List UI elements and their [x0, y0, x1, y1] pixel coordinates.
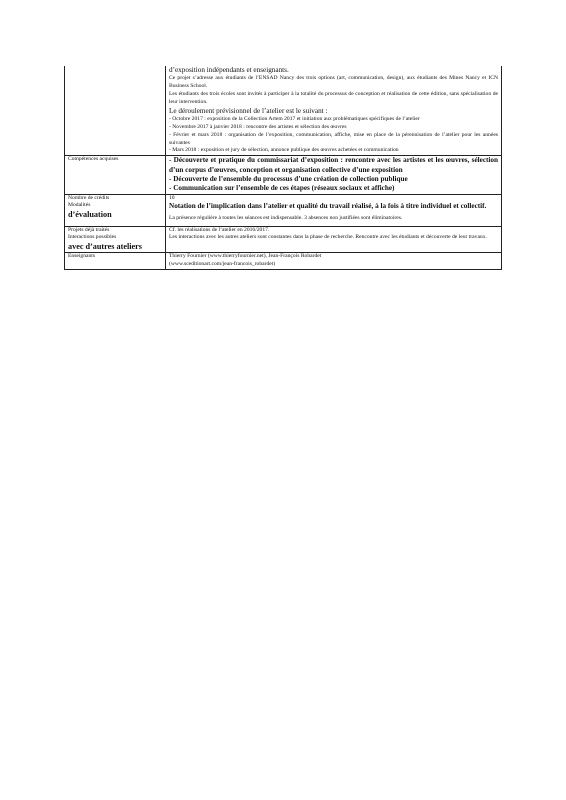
schedule-item: - Octobre 2017 : exposition de la Collection Artem 2017 et initiation aux problématiques spécifiques de l’atelier — [169, 116, 420, 123]
modalites-label-line: d’évaluation — [68, 209, 112, 219]
schedule-item: - Novembre 2017 à janvier 2018 : rencontre des artistes et sélection des œuvres — [169, 123, 347, 130]
interactions-value: Les interactions avec les autres ateliers sont constantes dans la phase de recherche. Rencontre avec les étudiants et découverte de leur travaux. — [166, 234, 502, 252]
modalites-cell — [166, 202, 502, 226]
credits-label: Nombre de crédits — [65, 194, 166, 202]
modalites-label-line: Modalités — [68, 202, 91, 209]
interactions-label-line: Interactions possibles — [68, 234, 117, 241]
enseignants-cell — [166, 253, 502, 270]
modalites-line: Notation de l’implication dans l’atelier et qualité du travail réalisé, à la fois à titre individuel et collectif. — [169, 202, 487, 211]
competence-item: - Communication sur l’ensemble de ces étapes (réseaux sociaux et affiche) — [169, 184, 395, 193]
modalites-label — [65, 202, 166, 226]
projets-label: Projets déjà traités — [65, 226, 166, 234]
competence-item: - Découverte et pratique du commissariat d’exposition : rencontre avec les artistes et les œuvres, sélection d’un corpus d’œuvres, conception et organisation collective d’une exposition — [169, 156, 498, 174]
description-cell — [166, 66, 502, 156]
course-table — [64, 66, 502, 270]
interactions-label — [65, 234, 166, 252]
row-projets — [65, 226, 502, 234]
row-competences — [65, 156, 502, 194]
competences-label: Compétences acquises — [65, 156, 166, 194]
row-modalites — [65, 202, 502, 226]
course-sheet — [64, 66, 502, 270]
competences-cell — [166, 156, 502, 194]
row-interactions — [65, 234, 502, 252]
row-enseignants — [65, 253, 502, 270]
interactions-label-line: avec d’autres ateliers — [68, 242, 142, 251]
schedule-item: - Mars 2018 : exposition et jury de sélection, annonce publique des œuvres achetées et communication — [169, 147, 399, 154]
credits-value: 10 — [166, 194, 502, 202]
enseignants-line: (www.sceditionart.com/jean-francois_robardet) — [169, 261, 276, 268]
description-line: Les étudiants des trois écoles sont invités à participer à la totalité du processus de conception et réalisation de cette édition, sans spécialisation de leur intervention. — [169, 91, 498, 105]
row-description-continued — [65, 66, 502, 156]
description-line: d’exposition indépendants et enseignants. — [169, 66, 289, 74]
schedule-item: - Février et mars 2018 : organisation de l’exposition, communication, affiche, mise en place de la pérennisation de l’atelier pour les années suivantes — [169, 131, 498, 146]
empty-label-cell — [65, 66, 166, 156]
competence-item: - Découverte de l’ensemble du processus d’une création de collection publique — [169, 174, 408, 183]
projets-value: Cf. les réalisations de l’atelier en 2016/2017. — [166, 226, 502, 234]
row-credits — [65, 194, 502, 202]
enseignants-label: Enseignants — [65, 253, 166, 270]
enseignants-line: Thierry Fournier (www.thierryfournier.net), Jean-François Robardet — [169, 253, 322, 260]
description-line: Ce projet s’adresse aux étudiants de l’ENSAD Nancy des trois options (art, communication, design), aux étudiants des Mines Nancy et ICN Business School. — [169, 75, 498, 90]
modalites-line: La présence régulière à toutes les séances est indispensable. 3 absences non justifiées sont éliminatoires. — [169, 214, 403, 221]
description-line: Le déroulement prévisionnel de l’atelier est le suivant : — [169, 106, 328, 115]
